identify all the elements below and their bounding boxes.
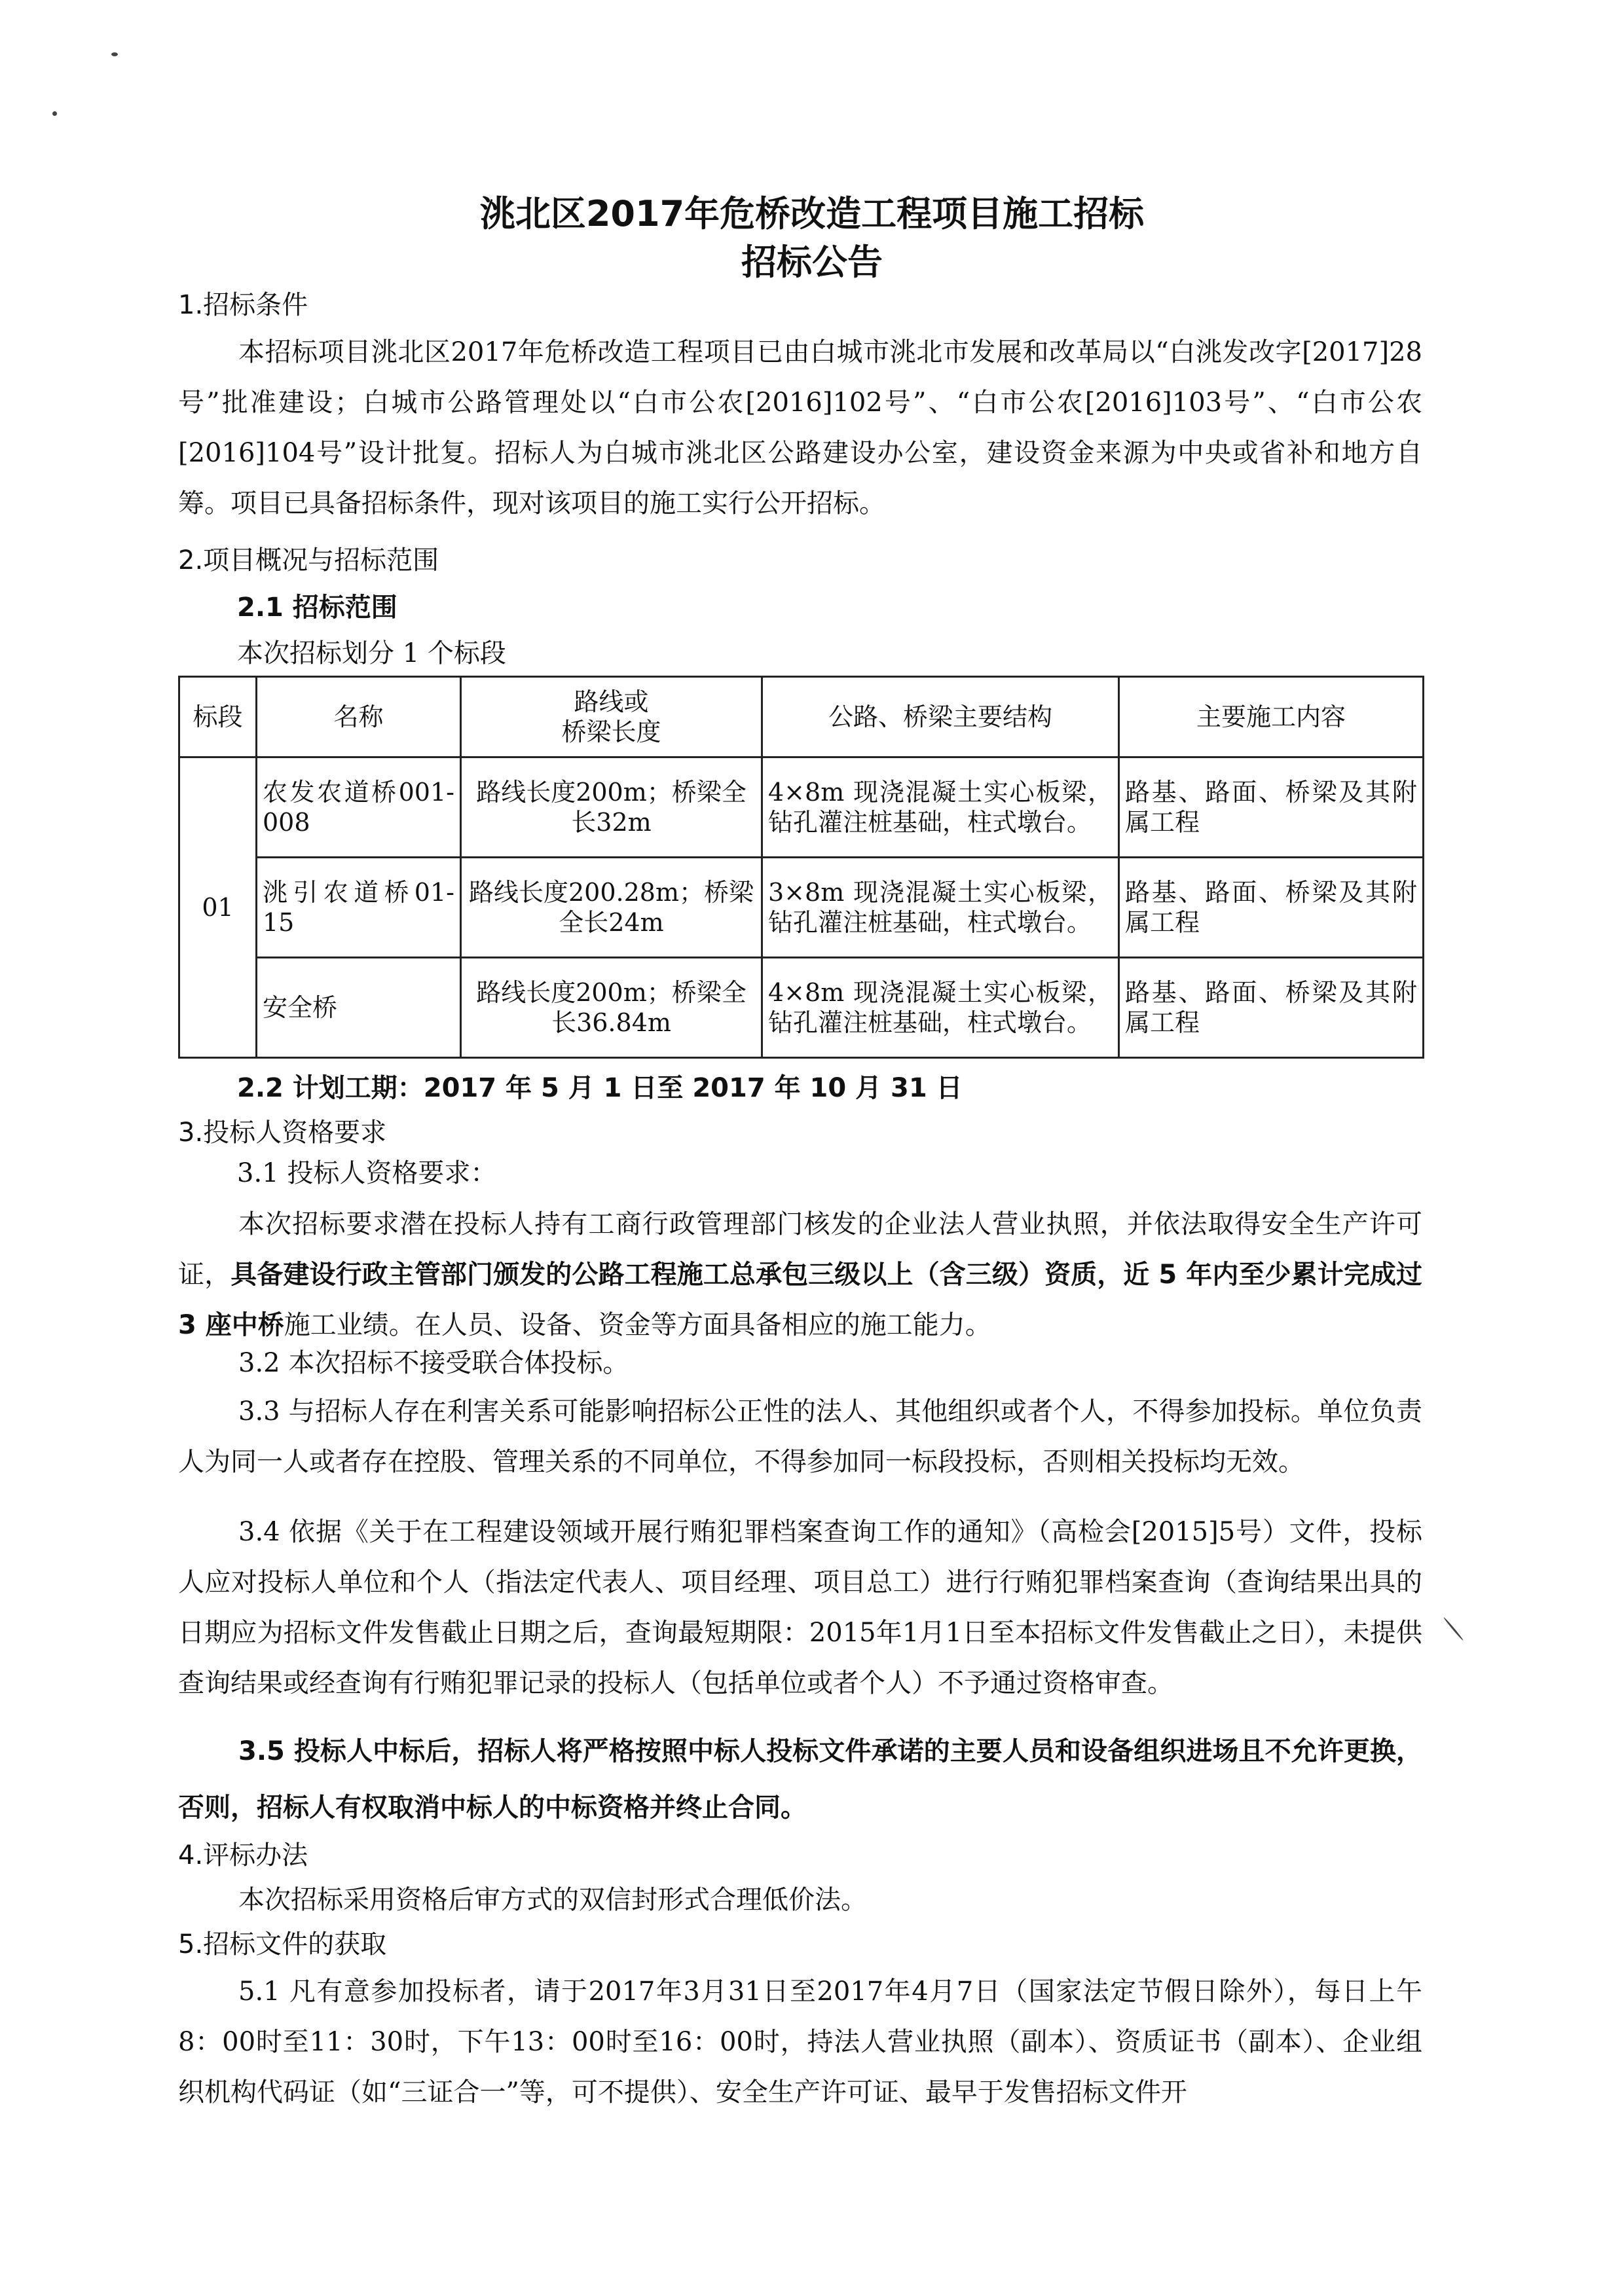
lot-count-text: 本次招标划分 1 个标段 xyxy=(237,638,506,668)
bridge-name-cell: 安全桥 xyxy=(257,958,461,1058)
section-3-1-text-bold: 具备建设行政主管部门颁发的公路工程施工总承包三级以上（含三级）资质，近 5 年内至少累计完成过 3 座中桥 xyxy=(178,1260,1422,1340)
work-content-cell: 路基、路面、桥梁及其附属工程 xyxy=(1119,958,1424,1058)
document-title: 洮北区2017年危桥改造工程项目施工招标 xyxy=(479,193,1145,234)
document-subtitle: 招标公告 xyxy=(741,242,883,283)
section-4-body: 本次招标采用资格后审方式的双信封形式合理低价法。 xyxy=(238,1885,867,1915)
table-row xyxy=(179,757,1424,858)
section-3-1-body xyxy=(178,1199,1422,1351)
header-name: 名称 xyxy=(257,677,461,757)
structure-cell: 3×8m 现浇混凝土实心板梁，钻孔灌注桩基础，柱式墩台。 xyxy=(762,858,1119,958)
section-5-1-body: 5.1 凡有意参加投标者，请于2017年3月31日至2017年4月7日（国家法定节假日除外），每日上午8：00时至11：30时，下午13：00时至16：00时，持法人营业执照（副本）、资质证书（副本）、企业组织机构代码证（如“三证合一”等，可不提供）、安全生产许可证、最早于发售招标文件开 xyxy=(178,1977,1422,2107)
section-1-body: 本招标项目洮北区2017年危桥改造工程项目已由白城市洮北市发展和改革局以“白洮发改字[2017]28号”批准建设；白城市公路管理处以“白市公农[2016]102号”、“白市公农[2016]103号”、“白市公农[2016]104号”设计批复。招标人为白城市洮北区公路建设办公室，建设资金来源为中央或省补和地方自筹。项目已具备招标条件，现对该项目的施工实行公开招标。 xyxy=(178,337,1422,519)
section-3-2-body: 3.2 本次招标不接受联合体投标。 xyxy=(238,1348,629,1378)
length-cell: 路线长度200m；桥梁全长32m xyxy=(461,757,762,858)
section-2-1-heading: 2.1 招标范围 xyxy=(237,592,397,623)
structure-cell: 4×8m 现浇混凝土实心板梁，钻孔灌注桩基础，柱式墩台。 xyxy=(762,958,1119,1058)
work-content-cell: 路基、路面、桥梁及其附属工程 xyxy=(1119,858,1424,958)
section-3-4-body: 3.4 依据《关于在工程建设领域开展行贿犯罪档案查询工作的通知》（高检会[2015]5号）文件，投标人应对投标人单位和个人（指法定代表人、项目经理、项目总工）进行行贿犯罪档案查询（查询结果出具的日期应为招标文件发售截止日期之后，查询最短期限：2015年1月1日至本招标文件发售截止之日），未提供查询结果或经查询有行贿犯罪记录的投标人（包括单位或者个人）不予通过资格审查。 xyxy=(178,1517,1422,1698)
header-structure: 公路、桥梁主要结构 xyxy=(762,677,1119,757)
structure-cell: 4×8m 现浇混凝土实心板梁，钻孔灌注桩基础，柱式墩台。 xyxy=(762,757,1119,858)
section-4-heading: 4.评标办法 xyxy=(178,1840,308,1870)
table-header-row xyxy=(179,677,1424,757)
scan-speck xyxy=(1443,1616,1464,1641)
bridge-name-cell: 农发农道桥001-008 xyxy=(257,757,461,858)
bid-lots-table xyxy=(178,676,1424,1059)
length-cell: 路线长度200m；桥梁全长36.84m xyxy=(461,958,762,1058)
scan-speck xyxy=(52,111,57,116)
section-1-heading: 1.招标条件 xyxy=(178,290,308,320)
section-3-1-label: 3.1 投标人资格要求： xyxy=(237,1158,497,1188)
schedule-line: 2.2 计划工期：2017 年 5 月 1 日至 2017 年 10 月 31 日 xyxy=(237,1073,963,1103)
header-length: 路线或 桥梁长度 xyxy=(461,677,762,757)
table-row xyxy=(179,958,1424,1058)
section-3-heading: 3.投标人资格要求 xyxy=(178,1118,387,1148)
lot-number-cell: 01 xyxy=(179,757,257,1058)
header-lot: 标段 xyxy=(179,677,257,757)
section-3-1-text-a: 本次招标要求潜在投标人持有工商行政管理部门核发的企业法人营业执照，并依法取得安全生产许可证， xyxy=(178,1209,1422,1290)
table-row xyxy=(179,858,1424,958)
length-cell: 路线长度200.28m；桥梁全长24m xyxy=(461,858,762,958)
section-3-5-body: 3.5 投标人中标后，招标人将严格按照中标人投标文件承诺的主要人员和设备组织进场且不允许更换，否则，招标人有权取消中标人的中标资格并终止合同。 xyxy=(178,1736,1422,1823)
header-content: 主要施工内容 xyxy=(1119,677,1424,757)
work-content-cell: 路基、路面、桥梁及其附属工程 xyxy=(1119,757,1424,858)
section-3-1-text-c: 施工业绩。在人员、设备、资金等方面具备相应的施工能力。 xyxy=(284,1310,991,1340)
section-5-heading: 5.招标文件的获取 xyxy=(178,1929,387,1959)
bridge-name-cell: 洮引农道桥01-15 xyxy=(257,858,461,958)
section-2-heading: 2.项目概况与招标范围 xyxy=(178,545,439,575)
section-3-3-body: 3.3 与招标人存在利害关系可能影响招标公正性的法人、其他组织或者个人，不得参加投标。单位负责人为同一人或者存在控股、管理关系的不同单位，不得参加同一标段投标，否则相关投标均无效。 xyxy=(178,1396,1422,1477)
scan-speck xyxy=(111,52,118,56)
